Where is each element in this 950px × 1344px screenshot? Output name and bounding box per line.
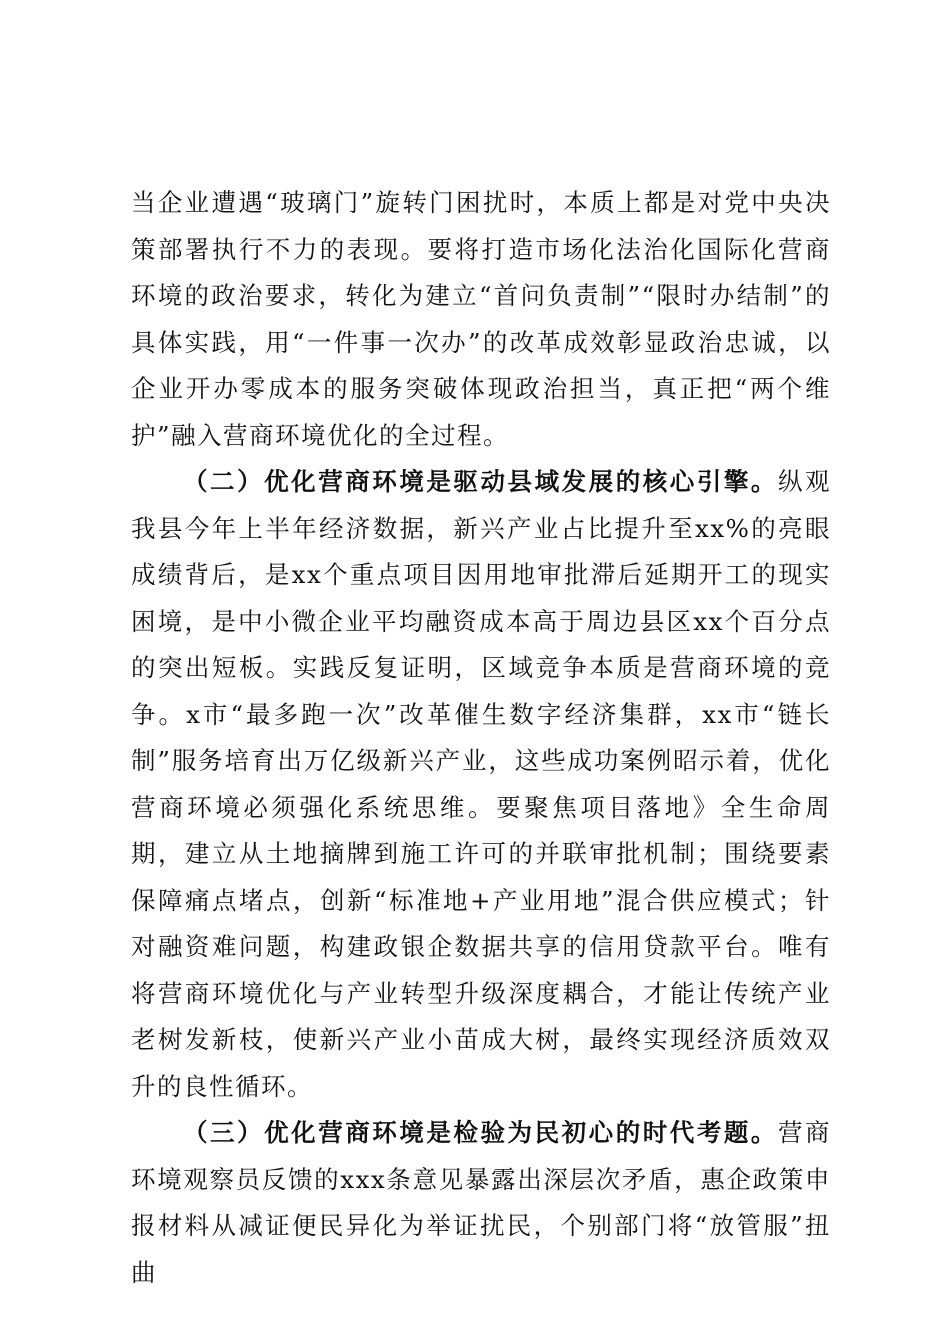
paragraph-2 [131, 459, 831, 1110]
paragraph-1 [131, 180, 831, 459]
paragraph-3 [131, 1110, 831, 1296]
paragraph-2-text: 纵观我县今年上半年经济数据，新兴产业占比提升至xx%的亮眼成绩背后，是xx个重点项目因用地审批滞后延期开工的现实困境，是中小微企业平均融资成本高于周边县区xx个百分点的突出短板。实践反复证明，区域竞争本质是营商环境的竞争。x市“最多跑一次”改革催生数字经济集群，xx市“链长制”服务培育出万亿级新兴产业，这些成功案例昭示着，优化营商环境必须强化系统思维。要聚焦项目落地》全生命周期，建立从土地摘牌到施工许可的并联审批机制；围绕要素保障痛点堵点，创新“标准地+产业用地”混合供应模式；针对融资难问题，构建政银企数据共享的信用贷款平台。唯有将营商环境优化与产业转型升级深度耦合，才能让传统产业老树发新枝，使新兴产业小苗成大树，最终实现经济质效双升的良性循环。 [131, 467, 832, 1101]
paragraph-3-text: 营商环境观察员反馈的xxx条意见暴露出深层次矛盾，惠企政策申报材料从减证便民异化为举证扰民，个别部门将“放管服”扭曲 [131, 1118, 832, 1287]
paragraph-3-heading: （三）优化营商环境是检验为民初心的时代考题。 [183, 1118, 778, 1147]
paragraph-1-text: 当企业遭遇“玻璃门”旋转门困扰时，本质上都是对党中央决策部署执行不力的表现。要将打造市场化法治化国际化营商环境的政治要求，转化为建立“首问负责制”“限时办结制”的具体实践，用“一件事一次办”的改革成效彰显政治忠诚，以企业开办零成本的服务突破体现政治担当，真正把“两个维护”融入营商环境优化的全过程。 [131, 188, 831, 450]
paragraph-2-heading: （二）优化营商环境是驱动县域发展的核心引擎。 [183, 467, 778, 496]
document-body [131, 180, 831, 1296]
